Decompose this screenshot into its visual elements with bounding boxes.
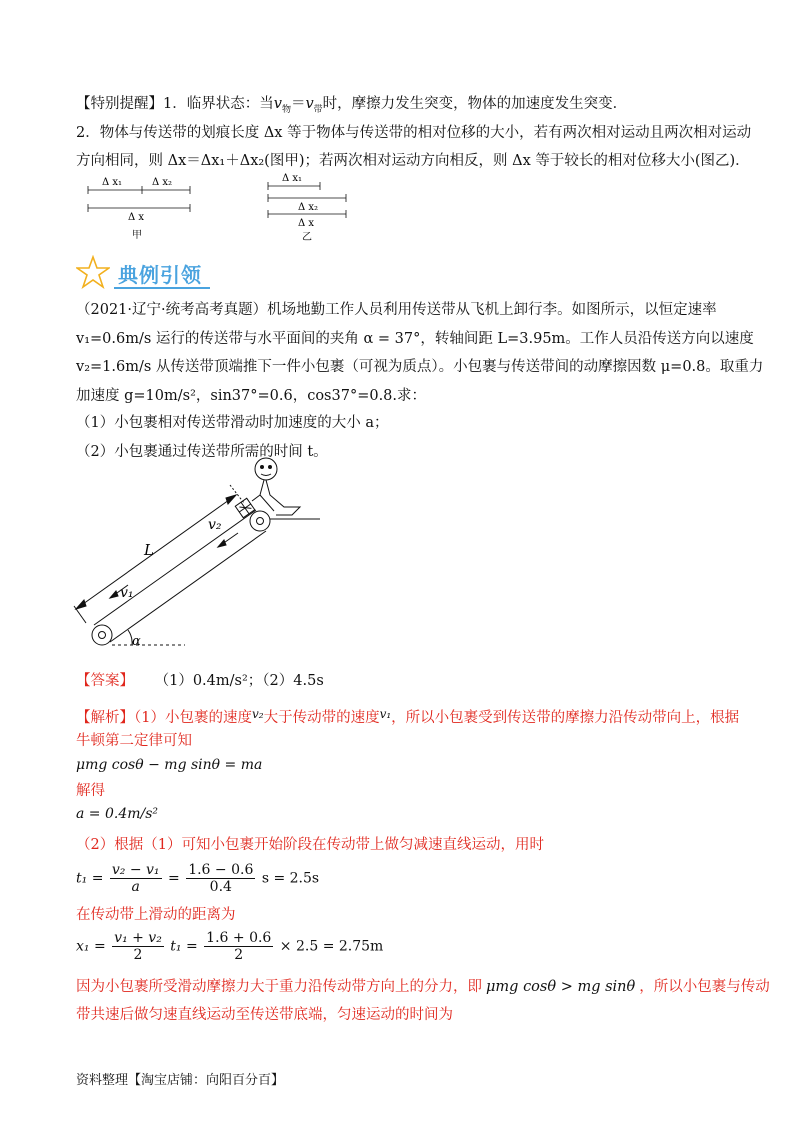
answer-label: 【答案】 bbox=[76, 673, 134, 689]
equation-2: a = 0.4m/s² bbox=[76, 806, 159, 822]
problem-line-2: v₁=0.6m/s 运行的传送带与水平面间的夹角 α = 37°，转轴间距 L=3.95m。工作人员沿传送方向以速度 bbox=[76, 331, 754, 347]
fig-label-alpha: α bbox=[132, 634, 141, 649]
equation-4: x₁ = $\frac{\text{v₁ + v₂}}{2}$ t₁ = $\frac{1.6 + 0.6}{2}$ × 2.5 = 2.75m bbox=[76, 930, 384, 963]
answer-line bbox=[76, 672, 324, 690]
question-2: （2）小包裹通过传送带所需的时间 t。 bbox=[76, 444, 328, 460]
fig-yi-caption: 乙 bbox=[302, 232, 312, 242]
section-title-block bbox=[76, 255, 216, 291]
notice-line-3: 方向相同，则 Δx＝Δx₁＋Δx₂(图甲)；若两次相对运动方向相反，则 Δx 等于较长的相对位移大小(图乙)． bbox=[76, 153, 750, 169]
fig-jia-dx: Δ x bbox=[128, 212, 145, 223]
notice-line-1: 【特别提醒】1．临界状态：当$v_物=v_带$时，摩擦力发生突变，物体的加速度发生突变． bbox=[76, 96, 628, 115]
fig-label-L: L bbox=[144, 541, 154, 559]
problem-line-1: （2021·辽宁·统考高考真题）机场地勤工作人员利用传送带从飞机上卸行李。如图所示，以恒定速率 bbox=[76, 302, 717, 318]
solution-jiede: 解得 bbox=[76, 783, 105, 799]
solution-label: 【解析】 bbox=[76, 710, 134, 726]
problem-line-3: v₂=1.6m/s 从传送带顶端推下一件小包裹（可视为质点）。小包裹与传送带间的动摩擦因数 μ=0.8。取重力 bbox=[76, 359, 764, 375]
fig-yi-dx2: Δ x₂ bbox=[298, 202, 319, 213]
question-1: （1）小包裹相对传送带滑动时加速度的大小 a； bbox=[76, 415, 389, 431]
figure-jia bbox=[80, 172, 210, 242]
solution-line-6: 带共速后做匀速直线运动至传送带底端，匀速运动的时间为 bbox=[76, 1007, 453, 1023]
answer-value: （1）0.4m/s²；（2）4.5s bbox=[154, 673, 324, 689]
section-title: 典例引领 bbox=[118, 263, 202, 287]
figure-yi bbox=[262, 170, 362, 242]
star-icon bbox=[76, 255, 110, 289]
fig-jia-caption: 甲 bbox=[132, 230, 142, 241]
equation-1: μmg cosθ − mg sinθ = ma bbox=[76, 757, 263, 773]
solution-line-3: （2）根据（1）可知小包裹开始阶段在传动带上做匀减速直线运动，用时 bbox=[76, 837, 544, 853]
footer-text: 资料整理【淘宝店铺：向阳百分百】 bbox=[76, 1073, 285, 1088]
fig-jia-dx1: Δ x₁ bbox=[102, 177, 123, 188]
solution-line-2: 牛顿第二定律可知 bbox=[76, 733, 192, 749]
notice-line-2: 2．物体与传送带的划痕长度 Δx 等于物体与传送带的相对位移的大小，若有两次相对运动且两次相对运动 bbox=[76, 125, 752, 141]
fig-yi-dx1: Δ x₁ bbox=[282, 173, 303, 184]
section-title-underline bbox=[114, 287, 210, 289]
solution-line-1: 【解析】（1）小包裹的速度$^{v_2}$大于传动带的速度$^{v_1}$，所以小包裹受到传送带的摩擦力沿传动带向上，根据 bbox=[76, 707, 740, 726]
equation-3: t₁ = $\frac{\text{v₂ − v₁}}{a}$ = $\frac{1.6 - 0.6}{0.4}$ s = 2.5s bbox=[76, 862, 320, 895]
solution-line-5: 因为小包裹所受滑动摩擦力大于重力沿传动带方向上的分力，即 μmg cosθ > mg sinθ ，所以小包裹与传动 bbox=[76, 979, 770, 995]
fig-label-v1: v₁ bbox=[120, 585, 134, 601]
fig-yi-dx: Δ x bbox=[298, 218, 315, 229]
fig-label-v2: v₂ bbox=[208, 517, 222, 533]
problem-line-4: 加速度 g=10m/s²，sin37°=0.6，cos37°=0.8.求： bbox=[76, 388, 427, 404]
conveyor-figure bbox=[70, 455, 330, 655]
fig-jia-dx2: Δ x₂ bbox=[152, 177, 173, 188]
solution-line-4: 在传动带上滑动的距离为 bbox=[76, 907, 236, 923]
